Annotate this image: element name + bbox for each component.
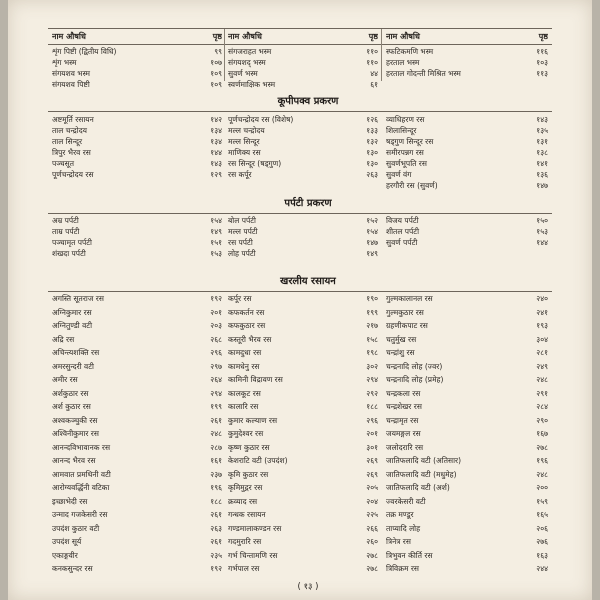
header-page-col1: पृष्ठ — [212, 32, 222, 41]
entry-name-col3: हरगौरी रस (सुवर्ण) — [386, 181, 438, 190]
entry-page-col3: १०३ — [536, 58, 548, 67]
entry-page-col3: २४१ — [536, 307, 548, 317]
entry-page-col1: २६३ — [210, 523, 222, 533]
entry-page-col1: २४८ — [210, 429, 222, 438]
entry-name-col1: अर्शकुठार रस — [52, 388, 89, 398]
entry-name-col2: कालकूट रस — [228, 388, 261, 398]
entry-name-col3: व्याधिहरण रस — [386, 115, 425, 124]
entry-name-col3: विजय पर्पटी — [386, 216, 419, 225]
entry-page-col2: २६९ — [366, 469, 378, 479]
entry-name-col2: कुमार कल्याण रस — [228, 415, 278, 425]
entry-name-col2: क्रव्याद रस — [228, 496, 258, 506]
entry-name-col1: शंखदा पर्पटी — [52, 249, 86, 258]
entry-name-col1: आमवात प्रमथिनी वटी — [52, 469, 111, 479]
entry-name-col2: कृमिमुद्गर रस — [228, 483, 263, 492]
entry-name-col2: गर्भपाल रस — [228, 564, 260, 573]
entry-page-col3: ११६ — [536, 47, 548, 56]
entry-name-col2: कृष्ण कुठार रस — [228, 442, 270, 452]
entry-page-col1: १८८ — [210, 496, 222, 506]
index-row — [8, 550, 592, 562]
entry-name-col2: गदमुरारि रस — [228, 537, 262, 546]
entry-page-col1: २९४ — [210, 388, 222, 398]
entry-page-col3: १५० — [536, 216, 548, 225]
entry-name-col2: रस सिन्दूर (षड्गुण) — [228, 159, 282, 168]
entry-page-col3: २९१ — [536, 388, 548, 398]
entry-name-col2: बोल पर्पटी — [228, 216, 256, 225]
entry-name-col3: जातिफलादि वटी (मधुमेह) — [386, 469, 457, 479]
entry-name-col2: लोह पर्पटी — [228, 249, 256, 258]
entry-page-col3: १९६ — [536, 456, 548, 465]
entry-page-col2: २७८ — [366, 550, 378, 560]
entry-page-col2: ३०२ — [366, 361, 378, 371]
top-rule — [48, 28, 552, 29]
entry-name-col3: शीतल पर्पटी — [386, 227, 420, 236]
entry-name-col2: पूर्णचन्द्रोदय रस (विशेष) — [228, 115, 294, 124]
entry-name-col3: चन्द्रनादि लोह (प्रमेह) — [386, 375, 444, 384]
entry-page-col1: १३४ — [210, 126, 222, 135]
section-title-parpati: पर्पटी प्रकरण — [284, 198, 332, 209]
entry-name-col1: अश्वकञ्चुकी रस — [52, 415, 98, 425]
entry-page-col1: १०९ — [210, 80, 222, 89]
entry-name-col1: पूर्णचन्द्रोदय रस — [52, 170, 94, 179]
entry-page-col3: १६७ — [536, 429, 548, 438]
entry-page-col2: ११० — [366, 47, 378, 56]
entry-name-col3: जातिफलादि वटी (अर्श) — [386, 483, 450, 492]
entry-page-col1: २०१ — [210, 307, 222, 317]
index-row — [8, 248, 592, 260]
entry-page-col3: २४४ — [536, 564, 548, 573]
entry-name-col1: संगयशव पिष्टी — [52, 80, 90, 89]
entry-page-col2: २६३ — [366, 170, 378, 179]
entry-page-col3 — [494, 79, 548, 91]
entry-name-col1: उपदंश कुठार वटी — [52, 523, 100, 533]
entry-name-col1: अचिन्त्यशक्ति रस — [52, 348, 100, 357]
entry-name-col3: तक्र मण्डूर — [386, 510, 414, 519]
entry-page-col3 — [494, 248, 548, 260]
book-page — [8, 0, 592, 600]
entry-page-col2: २०१ — [366, 429, 378, 438]
index-row — [8, 320, 592, 332]
entry-name-col3: हरताल भस्म — [386, 58, 420, 67]
entry-name-col3: जयमङ्गल रस — [386, 429, 421, 438]
entry-page-col3: २०६ — [536, 523, 548, 533]
entry-page-col3: २९० — [536, 415, 548, 425]
entry-name-col2: कर्पूर रस — [228, 294, 252, 303]
entry-name-col2: संगजराहत भस्म — [228, 47, 272, 56]
index-row — [8, 180, 592, 192]
entry-page-col2: २०४ — [366, 496, 378, 506]
entry-page-col2: २०५ — [366, 483, 378, 492]
section-rule-2 — [48, 213, 552, 214]
entry-name-col3: ज्वरकेसरी वटी — [386, 496, 426, 506]
entry-name-col1: अग्नितुण्डी वटी — [52, 321, 93, 330]
entry-page-col2: १९९ — [366, 307, 378, 317]
entry-name-col3: चन्द्रकला रस — [386, 388, 421, 398]
section-title-kharaliya: खरलीय रसायन — [280, 276, 336, 287]
entry-name-col2: कामिनी विद्रावण रस — [228, 375, 283, 384]
entry-page-col3: १५३ — [536, 227, 548, 236]
entry-page-col3: १३१ — [536, 137, 548, 146]
entry-name-col2: कामधेनु रस — [228, 361, 260, 371]
index-row — [8, 388, 592, 400]
entry-name-col2: कफकर्तन रस — [228, 307, 265, 317]
entry-name-col3: चन्द्रनादि लोह (ज्वर) — [386, 361, 443, 371]
entry-page-col1: १९६ — [210, 483, 222, 492]
entry-name-col2: मल्ल सिन्दूर — [228, 137, 260, 146]
entry-page-col3: २०० — [536, 483, 548, 492]
entry-page-col3: २४० — [536, 294, 548, 303]
entry-page-col3: १४४ — [536, 238, 548, 247]
entry-name-col3: हरताल गोदन्ती मिश्रित भस्म — [386, 69, 461, 78]
entry-page-col3: २८१ — [536, 348, 548, 357]
entry-name-col2: गर्भ चिन्तामणि रस — [228, 550, 278, 560]
index-row — [8, 293, 592, 305]
entry-name-col3: गुल्मकालानल रस — [386, 294, 433, 303]
header-rule — [48, 44, 552, 45]
entry-name-col1: पञ्चसूत — [52, 159, 75, 168]
entry-name-col3: ताप्यादि लोह — [386, 523, 421, 533]
entry-name-col2: कृमि कुठार रस — [228, 469, 269, 479]
index-row — [8, 523, 592, 535]
entry-page-col1: १५३ — [210, 249, 222, 258]
entry-page-col2: २९४ — [366, 375, 378, 384]
index-row — [8, 455, 592, 467]
entry-page-col2: ११० — [366, 58, 378, 67]
entry-page-col1: १०७ — [210, 58, 222, 67]
entry-page-col2: १४९ — [366, 249, 378, 258]
entry-page-col3: २७६ — [536, 537, 548, 546]
entry-name-col2: रस पर्पटी — [228, 238, 253, 247]
entry-page-col1: १४९ — [210, 227, 222, 236]
entry-page-col1: ९९ — [214, 47, 222, 56]
index-row — [8, 563, 592, 575]
index-row — [8, 428, 592, 440]
entry-page-col1: १९२ — [210, 564, 222, 573]
entry-page-col2: १९८ — [366, 348, 378, 357]
entry-page-col2: १५२ — [366, 216, 378, 225]
entry-name-col3: जलोदरारि रस — [386, 442, 424, 452]
entry-name-col3: सुवर्ण पर्पटी — [386, 238, 418, 247]
entry-name-col1: अग्निकुमार रस — [52, 307, 92, 317]
entry-name-col3: त्रिभुवन कीर्ति रस — [386, 550, 433, 560]
section-rule-3 — [48, 291, 552, 292]
entry-name-col1: अर्श कुठार रस — [52, 402, 91, 411]
entry-page-col2: १३० — [366, 159, 378, 168]
entry-name-col2: कामदुधा रस — [228, 348, 262, 357]
entry-name-col3: शिलासिन्दूर — [386, 126, 417, 135]
entry-page-col1: १३४ — [210, 137, 222, 146]
index-row — [8, 307, 592, 319]
header-page-col3: पृष्ठ — [538, 32, 548, 41]
entry-page-col2: २७८ — [366, 564, 378, 573]
entry-name-col2: स्वर्णमाक्षिक भस्म — [228, 80, 276, 89]
entry-page-col2: १५८ — [366, 334, 378, 344]
index-row — [8, 79, 592, 91]
entry-page-col3: २४९ — [536, 361, 548, 371]
entry-page-col2: १४७ — [366, 238, 378, 247]
entry-name-col2: मल्ल पर्पटी — [228, 227, 258, 236]
entry-page-col1: १५१ — [210, 238, 222, 247]
entry-name-col2: गण्डमालाकण्डन रस — [228, 523, 282, 533]
entry-name-col3: जातिफलादि वटी (अतिसार) — [386, 456, 461, 465]
entry-name-col1: आनन्द भैरव रस — [52, 456, 96, 465]
entry-page-col2: २६९ — [366, 456, 378, 465]
entry-name-col3: चन्द्रांशु रस — [386, 348, 415, 357]
entry-name-col1: अमरसुन्दरी वटी — [52, 361, 94, 371]
index-row — [8, 347, 592, 359]
index-row — [8, 496, 592, 508]
entry-page-col1: २९७ — [210, 361, 222, 371]
header-name-col2: नाम औषधि — [228, 32, 262, 41]
entry-page-col1: १९२ — [210, 294, 222, 303]
entry-page-col3: १३६ — [536, 170, 548, 179]
entry-page-col2: ४४ — [370, 69, 378, 78]
index-row — [8, 415, 592, 427]
entry-name-col3: स्फटिकमणि भस्म — [386, 47, 434, 56]
entry-page-col3: १३५ — [536, 126, 548, 135]
entry-name-col1: एकाङ्गवीर — [52, 550, 78, 560]
header-page-col2: पृष्ठ — [368, 32, 378, 41]
index-row — [8, 361, 592, 373]
index-header-row — [8, 31, 592, 43]
entry-page-col1: १४४ — [210, 148, 222, 157]
entry-name-col2: कुमुदेश्वर रस — [228, 429, 264, 438]
entry-name-col1: उपदंश सूर्य — [52, 537, 82, 546]
entry-page-col2: १३० — [366, 148, 378, 157]
index-row — [8, 509, 592, 521]
entry-page-col2: २९६ — [366, 415, 378, 425]
entry-name-col1: अश्विनीकुमार रस — [52, 429, 99, 438]
entry-name-col1: अमीर रस — [52, 375, 78, 384]
entry-page-col1: २३७ — [210, 469, 222, 479]
entry-page-col1: २६१ — [210, 510, 222, 519]
entry-name-col1: शृंग पिष्टी (द्वितीय विधि) — [52, 47, 117, 56]
entry-name-col2: कस्तूरी भैरव रस — [228, 334, 272, 344]
entry-page-col2: १८८ — [366, 402, 378, 411]
entry-page-col3: २४८ — [536, 469, 548, 479]
entry-page-col1: १९९ — [210, 402, 222, 411]
entry-page-col3: १६५ — [536, 510, 548, 519]
entry-name-col1: अम्र पर्पटी — [52, 216, 79, 225]
entry-page-col2: २९२ — [366, 388, 378, 398]
entry-page-col1: २६४ — [210, 375, 222, 384]
entry-page-col1: २८७ — [210, 442, 222, 452]
entry-page-col3: ११३ — [536, 69, 548, 78]
entry-page-col3: १६३ — [536, 550, 548, 560]
entry-page-col1: २३५ — [210, 550, 222, 560]
entry-page-col1: २६१ — [210, 537, 222, 546]
entry-name-col1: आरोग्यवर्द्धिनी वटिका — [52, 483, 110, 492]
entry-name-col3: सुवर्णभूपति रस — [386, 159, 427, 168]
entry-name-col1: पञ्चामृत पर्पटी — [52, 238, 93, 247]
entry-page-col2: १९० — [366, 294, 378, 303]
entry-name-col1: आनन्दविभावानक रस — [52, 442, 111, 452]
entry-page-col3: २७८ — [536, 442, 548, 452]
entry-name-col2: माणिक्य रस — [228, 148, 261, 157]
entry-name-col1: त्रिपुर भैरव रस — [52, 148, 91, 157]
entry-name-col1: अष्टमूर्ति रसायन — [52, 115, 94, 124]
entry-page-col1 — [180, 180, 222, 192]
entry-name-col2: केशराटि वटी (उपदंश) — [228, 456, 288, 465]
entry-name-col3: चतुर्मुख रस — [386, 334, 417, 344]
entry-name-col2: मल्ल चन्द्रोदय — [228, 126, 265, 135]
section-title-kupipakva: कूपीपक्व प्रकरण — [277, 96, 339, 107]
entry-page-col1: १४३ — [210, 159, 222, 168]
entry-page-col3: १४७ — [536, 181, 548, 190]
entry-page-col1: २०३ — [210, 321, 222, 330]
entry-name-col1: अद्रि रस — [52, 334, 75, 344]
entry-name-col3: चन्द्रामृत रस — [386, 415, 419, 425]
entry-page-col2: २१७ — [366, 321, 378, 330]
entry-page-col1: २६८ — [210, 334, 222, 344]
entry-page-col3: १४१ — [536, 159, 548, 168]
index-row — [8, 469, 592, 481]
entry-page-col3: १५९ — [536, 496, 548, 506]
entry-name-col1: ताल चन्द्रोदय — [52, 126, 88, 135]
entry-name-col3: त्रिनेत्र रस — [386, 537, 411, 546]
entry-page-col2: ३०१ — [366, 442, 378, 452]
entry-page-col2: १३२ — [366, 137, 378, 146]
entry-page-col1: १६१ — [210, 456, 222, 465]
entry-page-col2: १३३ — [366, 126, 378, 135]
entry-name-col3: चन्द्रशेखर रस — [386, 402, 422, 411]
header-name-col1: नाम औषधि — [52, 32, 86, 41]
entry-page-col3: १९३ — [536, 321, 548, 330]
entry-page-col3: ३०४ — [536, 334, 548, 344]
entry-name-col3: षड्गुण सिन्दूर रस — [386, 137, 434, 146]
entry-page-col3: १३८ — [536, 148, 548, 157]
entry-name-col1: ताल सिन्दूर — [52, 137, 83, 146]
entry-name-col2: संगयशद् भस्म — [228, 58, 266, 67]
entry-name-col1: उन्माद गजकेसरी रस — [52, 510, 108, 519]
entry-page-col2: १५४ — [366, 227, 378, 236]
entry-name-col2: रस कर्पूर — [228, 170, 252, 179]
entry-name-col2: गन्धक रसायन — [228, 510, 266, 519]
entry-name-col2: कालारि रस — [228, 402, 259, 411]
entry-name-col1: संगयशव भस्म — [52, 69, 90, 78]
entry-page-col2: २२५ — [366, 510, 378, 519]
entry-page-col1: १२९ — [210, 170, 222, 179]
entry-name-col3: सुवर्ण वंग — [386, 170, 412, 179]
entry-name-col3: समीरपन्नग रस — [386, 148, 424, 157]
entry-page-col3: २४८ — [536, 375, 548, 384]
entry-name-col1: इच्छाभेदी रस — [52, 496, 88, 506]
entry-page-col3: १४३ — [536, 115, 548, 124]
entry-page-col1: १४२ — [210, 115, 222, 124]
entry-name-col2: सुवर्ण भस्म — [228, 69, 258, 78]
entry-page-col2 — [326, 180, 378, 192]
entry-name-col1 — [52, 180, 182, 192]
index-row — [8, 482, 592, 494]
entry-name-col3: ग्रहणीकपाट रस — [386, 321, 428, 330]
entry-page-col1: २६१ — [210, 415, 222, 425]
index-row — [8, 401, 592, 413]
index-row — [8, 536, 592, 548]
section-rule-1 — [48, 111, 552, 112]
index-row — [8, 442, 592, 454]
header-name-col3: नाम औषधि — [386, 32, 420, 41]
entry-name-col3: त्रिविक्रम रस — [386, 564, 419, 573]
entry-name-col1: कनकसुन्दर रस — [52, 564, 93, 573]
entry-name-col2: कफकुठार रस — [228, 321, 266, 330]
entry-page-col2: ६१ — [370, 80, 378, 89]
entry-name-col1: अगस्ति सूतराज रस — [52, 294, 104, 303]
index-row — [8, 374, 592, 386]
entry-page-col2: १२६ — [366, 115, 378, 124]
index-row — [8, 334, 592, 346]
page-number: ( १३ ) — [297, 582, 319, 592]
entry-name-col1: ताम्र पर्पटी — [52, 227, 80, 236]
entry-name-col3: गुल्मकुठार रस — [386, 307, 424, 317]
entry-page-col2: २६६ — [366, 523, 378, 533]
entry-name-col1: शृंग भस्म — [52, 58, 77, 67]
entry-page-col1: २९६ — [210, 348, 222, 357]
entry-page-col1: १०९ — [210, 69, 222, 78]
entry-page-col3: २८४ — [536, 402, 548, 411]
entry-page-col2: २६० — [366, 537, 378, 546]
entry-page-col1: १५४ — [210, 216, 222, 225]
